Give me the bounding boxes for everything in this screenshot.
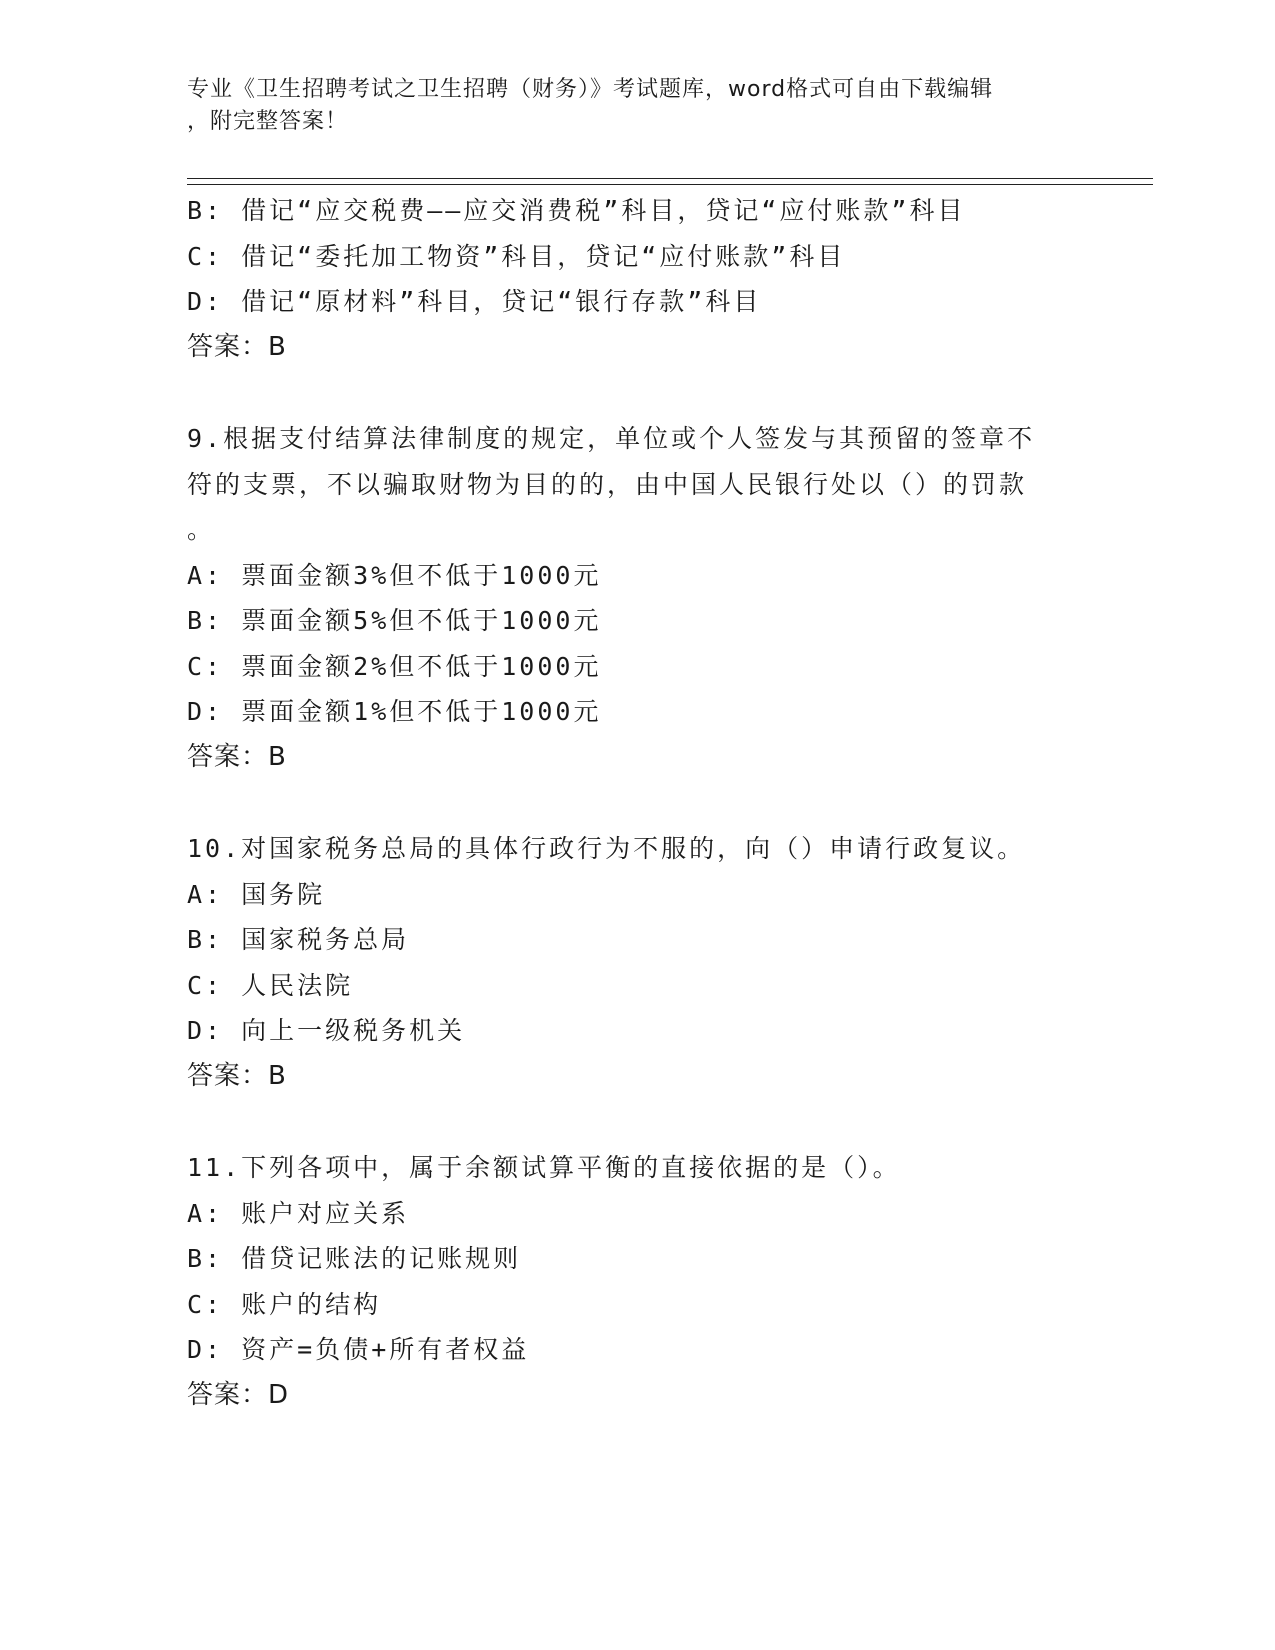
question-8-tail: [187, 188, 1087, 370]
spacer: [187, 370, 1087, 416]
question-10: [187, 826, 1087, 1099]
question-text-line: 。: [187, 515, 216, 544]
option-a: A: 账户对应关系: [187, 1198, 410, 1228]
option-c: C: 人民法院: [187, 970, 354, 1000]
header-line-1: 专业《卫生招聘考试之卫生招聘（财务）》考试题库，word格式可自由下载编辑: [187, 77, 994, 102]
question-text-line: 11.下列各项中，属于余额试算平衡的直接依据的是（）。: [187, 1153, 901, 1182]
option-b: B: 国家税务总局: [187, 925, 410, 954]
question-text-line: 10.对国家税务总局的具体行政行为不服的，向（）申请行政复议。: [187, 834, 1026, 863]
option-b: B: 借记“应交税费——应交消费税”科目，贷记“应付账款”科目: [187, 196, 966, 225]
header-divider-top: [187, 178, 1153, 179]
option-a: A: 国务院: [187, 879, 326, 909]
question-9: [187, 416, 1087, 780]
document-header: [187, 74, 1067, 138]
header-divider-bottom: [187, 184, 1153, 185]
answer: 答案：B: [187, 741, 287, 772]
header-line-2: ，附完整答案！: [187, 109, 349, 134]
question-11: [187, 1145, 1087, 1418]
option-d: D: 向上一级税务机关: [187, 1016, 466, 1045]
option-b: B: 票面金额5%但不低于1000元: [187, 606, 602, 635]
option-d: D: 票面金额1%但不低于1000元: [187, 697, 602, 726]
option-c: C: 票面金额2%但不低于1000元: [187, 651, 602, 681]
option-c: C: 借记“委托加工物资”科目，贷记“应付账款”科目: [187, 241, 846, 271]
option-a: A: 票面金额3%但不低于1000元: [187, 560, 602, 590]
option-b: B: 借贷记账法的记账规则: [187, 1244, 522, 1273]
spacer: [187, 1099, 1087, 1145]
answer: 答案：B: [187, 1060, 287, 1091]
question-list: [187, 188, 1087, 1418]
question-text-line: 9.根据支付结算法律制度的规定，单位或个人签发与其预留的签章不: [187, 424, 1036, 453]
option-c: C: 账户的结构: [187, 1289, 382, 1319]
option-d: D: 资产=负债+所有者权益: [187, 1335, 530, 1364]
option-d: D: 借记“原材料”科目，贷记“银行存款”科目: [187, 287, 762, 316]
answer: 答案：B: [187, 331, 287, 362]
question-text-line: 符的支票，不以骗取财物为目的的，由中国人民银行处以（）的罚款: [187, 469, 1028, 499]
spacer: [187, 780, 1087, 826]
answer: 答案：D: [187, 1379, 290, 1410]
